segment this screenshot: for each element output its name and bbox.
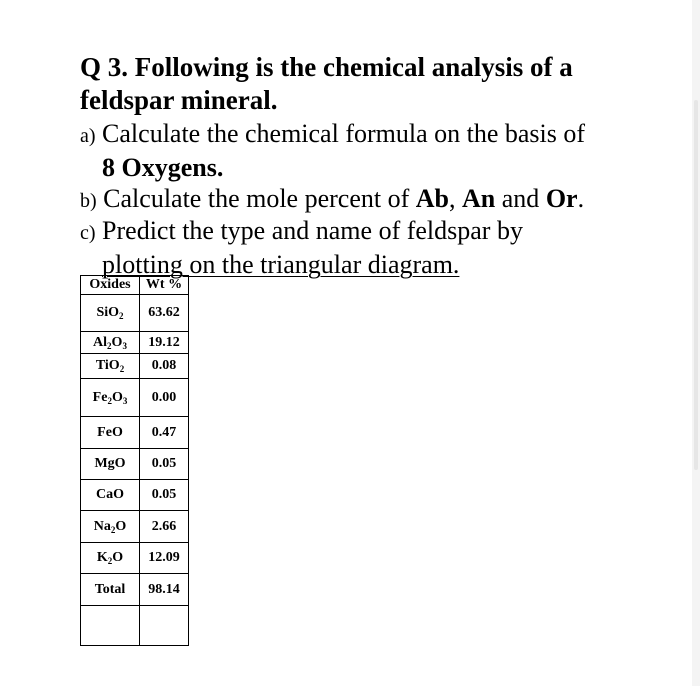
oxide-cell — [81, 354, 140, 379]
oxide-formula: CaO — [96, 487, 124, 502]
oxide-cell — [81, 480, 140, 511]
part-b-ab: Ab — [415, 184, 450, 213]
table-row — [81, 606, 189, 646]
part-b-or: Or — [545, 184, 578, 213]
oxide-cell — [81, 449, 140, 480]
oxide-formula: Al — [93, 334, 108, 350]
part-b-label: b) — [80, 190, 97, 212]
table-row — [81, 379, 189, 417]
table-header-row — [81, 276, 189, 295]
oxide-subscript: 2 — [119, 311, 124, 321]
oxide-formula: O — [111, 334, 123, 350]
oxide-formula: O — [112, 550, 124, 565]
part-c — [80, 215, 680, 281]
part-c-label: c) — [80, 222, 96, 244]
header-oxides: Oxides — [81, 276, 140, 295]
part-b-period: . — [577, 184, 585, 213]
part-c-text: Predict the type and name of feldspar by — [95, 216, 523, 245]
oxide-formula: O — [111, 389, 123, 405]
oxide-subscript: 2 — [119, 364, 125, 374]
table-row — [81, 574, 189, 606]
wt-percent-cell: 0.00 — [140, 379, 189, 417]
scrollbar-thumb[interactable] — [694, 100, 698, 470]
wt-percent-cell — [140, 606, 189, 646]
oxide-cell — [81, 295, 140, 332]
oxide-cell — [81, 417, 140, 449]
oxide-cell — [81, 379, 140, 417]
wt-percent-cell: 0.08 — [140, 354, 189, 379]
oxide-subscript: 3 — [122, 395, 128, 406]
table-row — [81, 354, 189, 379]
oxide-formula: MgO — [94, 456, 126, 471]
oxide-formula: FeO — [97, 424, 123, 440]
oxide-cell — [81, 606, 140, 646]
table-row — [81, 295, 189, 332]
part-b-an: An — [462, 184, 496, 213]
oxide-formula: SiO — [96, 305, 120, 320]
part-a — [80, 118, 680, 184]
question-title — [80, 51, 680, 117]
oxide-cell — [81, 574, 140, 606]
oxide-cell — [81, 511, 140, 543]
oxide-formula: K — [96, 550, 108, 565]
part-a-label: a) — [80, 125, 96, 147]
oxide-cell — [81, 543, 140, 574]
oxide-subscript: 2 — [107, 395, 112, 406]
oxide-formula: Na — [93, 518, 111, 534]
table-row — [81, 543, 189, 574]
question-title-line-2: feldspar mineral. — [80, 85, 278, 115]
table-row — [81, 480, 189, 511]
part-c-continuation: plotting on the triangular diagram. — [102, 250, 460, 279]
oxide-cell — [81, 332, 140, 354]
part-b-comma: , — [449, 184, 463, 213]
table-row — [81, 449, 189, 480]
wt-percent-cell: 0.47 — [140, 417, 189, 449]
wt-percent-cell: 2.66 — [140, 511, 189, 543]
table-row — [81, 511, 189, 543]
part-b-text: Calculate the mole percent of — [96, 184, 416, 213]
table-row — [81, 332, 189, 354]
part-a-text: Calculate the chemical formula on the basis of — [95, 119, 586, 148]
scrollbar-track[interactable] — [692, 0, 700, 686]
oxide-formula: O — [115, 518, 127, 534]
oxide-subscript: 2 — [107, 556, 113, 566]
question-title-line-1: Q 3. Following is the chemical analysis of a — [80, 52, 573, 82]
oxide-formula: Fe — [92, 389, 108, 405]
oxide-formula: TiO — [95, 358, 120, 373]
wt-percent-cell: 0.05 — [140, 480, 189, 511]
table-row — [81, 417, 189, 449]
part-b — [80, 183, 680, 217]
wt-percent-cell: 98.14 — [140, 574, 189, 606]
wt-percent-cell: 63.62 — [140, 295, 189, 332]
oxide-subscript: 2 — [107, 340, 112, 351]
table-body — [81, 295, 189, 646]
oxide-subscript: 3 — [122, 340, 127, 351]
oxide-formula: Total — [94, 581, 126, 597]
part-a-continuation: 8 Oxygens. — [102, 153, 224, 182]
header-wt-percent: Wt % — [140, 276, 189, 295]
wt-percent-cell: 19.12 — [140, 332, 189, 354]
oxide-analysis-table — [80, 275, 189, 646]
wt-percent-cell: 12.09 — [140, 543, 189, 574]
part-b-and: and — [495, 184, 546, 213]
wt-percent-cell: 0.05 — [140, 449, 189, 480]
oxide-subscript: 2 — [110, 524, 116, 535]
